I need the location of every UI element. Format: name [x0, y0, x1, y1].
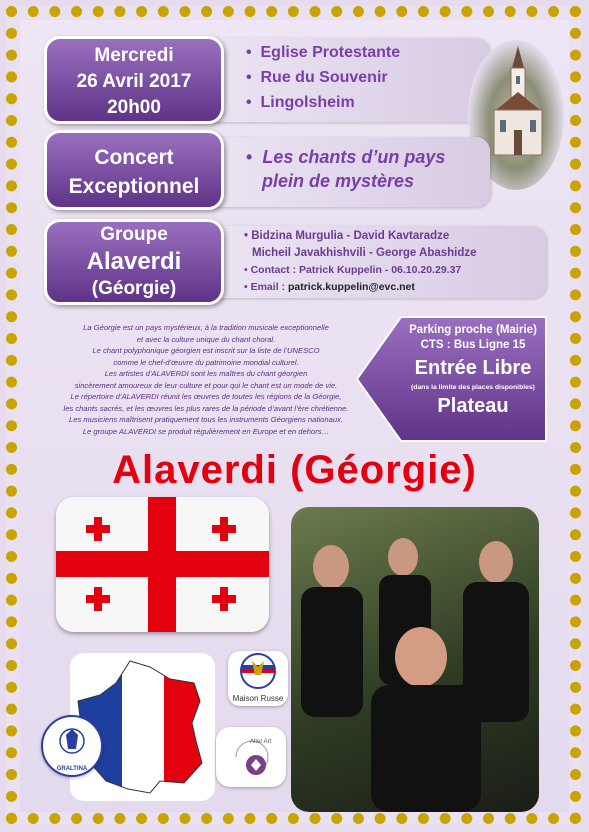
- contact-line: • Contact : Patrick Kuppelin - 06.10.20.29.37: [244, 264, 462, 276]
- concert-box: [44, 130, 224, 210]
- graltina-logo: [41, 715, 103, 777]
- practical-info: [398, 316, 548, 418]
- concert-line1: Concert: [94, 146, 174, 169]
- date-box: [44, 36, 224, 124]
- concert-line2: Exceptionnel: [68, 175, 200, 198]
- email-link[interactable]: patrick.kuppelin@evc.net: [287, 281, 415, 293]
- entry-text: Entrée Libre: [414, 357, 532, 379]
- event-day: Mercredi: [94, 45, 174, 66]
- email-line: • Email : patrick.kuppelin@evc.net: [244, 281, 415, 293]
- georgia-flag: [56, 497, 269, 632]
- graltina-label: GRALTINA: [56, 766, 88, 772]
- event-time: 20h00: [107, 97, 161, 118]
- bus-text: CTS : Bus Ligne 15: [420, 339, 526, 351]
- limit-text: (dans la limite des places disponibles): [411, 384, 535, 391]
- venue-item: • Lingolsheim: [246, 94, 355, 111]
- group-country: (Géorgie): [91, 278, 177, 299]
- description-text: La Géorgie est un pays mystérieux, à la tradition musicale exceptionnelle et avec la culture unique du chant choral. Le chant polyphonique géorgien est inscrit sur la liste de l’UNESCO comme le chef-d’œuvre du patrimoine mondial culturel. Les artistes d’ALAVERDI sont les maîtres du chant géorgien sincèrement amoureux de leur culture et pour qui le chant est un mode de vie. Le répertoire d’ALAVERDI réunit les œuvres de toutes les régions de la Géorgie, les chants sacrés, et les œuvres les plus rares de la période d’avant l’ère chrétienne. Les musiciens maîtrisent pratiquement tous les instruments Géorgiens nationaux. Le groupe ALAVERDI se produit régulièrement en Europe et en dehors…: [63, 323, 349, 436]
- members-line2: Micheil Javakhishvili - George Abashidze: [252, 247, 477, 259]
- group-label: Groupe: [100, 224, 168, 245]
- members-info: [244, 228, 544, 296]
- alter-art-label: Alter Art: [250, 739, 272, 745]
- maison-russe-logo: [228, 651, 288, 706]
- group-photo: [291, 507, 539, 812]
- alter-art-logo: [216, 727, 286, 787]
- collection-text: Plateau: [437, 395, 509, 417]
- group-box: [44, 219, 224, 305]
- parking-text: Parking proche (Mairie): [409, 324, 537, 336]
- group-name: Alaverdi: [86, 248, 182, 275]
- concert-subtitle: • Les chants d’un pays plein de mystères: [246, 147, 446, 191]
- headline-title: Alaverdi (Géorgie): [112, 448, 477, 492]
- event-date: 26 Avril 2017: [76, 71, 192, 92]
- venue-item: • Eglise Protestante: [246, 44, 401, 61]
- maison-russe-label: Maison Russe: [232, 694, 284, 703]
- members-line1: • Bidzina Murgulia - David Kavtaradze: [244, 230, 450, 242]
- venue-list: [246, 40, 476, 115]
- venue-item: • Rue du Souvenir: [246, 69, 388, 86]
